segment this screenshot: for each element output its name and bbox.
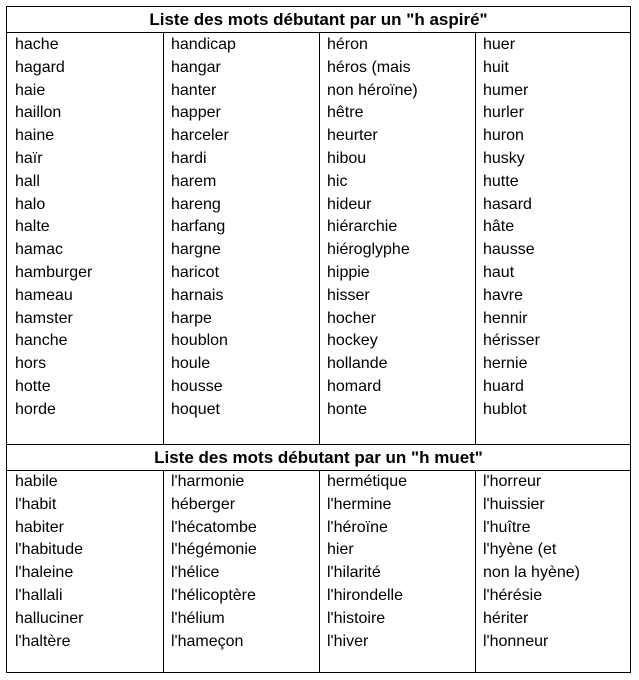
word-entry: hall <box>15 172 40 190</box>
word-entry: hisser <box>327 286 370 304</box>
word-entry: halo <box>15 195 46 213</box>
word-entry: hanche <box>15 332 68 350</box>
word-entry: hâte <box>483 218 515 236</box>
word-entry: hollande <box>327 355 388 373</box>
word-entry: habiter <box>15 518 64 536</box>
word-entry: hennir <box>483 309 528 327</box>
muet-column-4 <box>475 471 631 653</box>
word-entry: hiéroglyphe <box>327 241 410 259</box>
word-entry: hameau <box>15 286 73 304</box>
word-entry: harfang <box>171 218 226 236</box>
word-entry: hache <box>15 36 59 53</box>
word-entry: hamburger <box>15 263 93 281</box>
word-entry: non la hyène) <box>483 564 580 582</box>
word-entry: l'huître <box>483 518 531 536</box>
word-entry: haricot <box>171 263 220 281</box>
word-entry: l'hilarité <box>327 564 381 582</box>
word-entry: héberger <box>171 495 236 513</box>
word-entry: hardi <box>171 149 207 167</box>
word-entry: héros (mais <box>327 58 411 76</box>
word-entry: harnais <box>171 286 224 304</box>
word-entry: hideur <box>327 195 372 213</box>
word-entry: heurter <box>327 127 378 145</box>
word-entry: huit <box>483 58 509 76</box>
word-entry: hippie <box>327 263 370 281</box>
word-entry: l'haltère <box>15 632 71 650</box>
word-entry: non héroïne) <box>327 81 418 99</box>
word-entry: happer <box>171 104 221 122</box>
word-entry: hanter <box>171 81 217 99</box>
word-entry: haïr <box>15 149 43 167</box>
word-entry: haillon <box>15 104 62 122</box>
word-entry: hausse <box>483 241 535 259</box>
word-entry: l'hameçon <box>171 632 244 650</box>
word-entry: harceler <box>171 127 229 145</box>
word-entry: humer <box>483 81 529 99</box>
word-entry: hamac <box>15 241 64 259</box>
muet-column-3 <box>319 471 475 653</box>
word-entry: l'hermine <box>327 495 392 513</box>
word-entry: hérisser <box>483 332 540 350</box>
word-entry: l'hyène (et <box>483 541 557 559</box>
word-entry: l'hiver <box>327 632 369 650</box>
muet-section-title: Liste des mots débutant par un "h muet" <box>7 444 630 471</box>
word-entry: honte <box>327 400 368 418</box>
word-entry: hangar <box>171 58 221 76</box>
word-entry: houblon <box>171 332 228 350</box>
word-entry: hermétique <box>327 473 408 490</box>
word-entry: hutte <box>483 172 519 190</box>
aspire-column-3 <box>319 34 475 422</box>
word-entry: hic <box>327 172 348 190</box>
word-entry: habile <box>15 473 58 490</box>
word-entry: l'horreur <box>483 473 542 490</box>
muet-column-1 <box>7 471 163 653</box>
muet-column-2 <box>163 471 319 653</box>
word-entry: husky <box>483 149 525 167</box>
word-entry: housse <box>171 377 223 395</box>
word-table <box>6 6 631 673</box>
word-entry: hêtre <box>327 104 364 122</box>
word-entry: l'haleine <box>15 564 74 582</box>
word-entry: hotte <box>15 377 51 395</box>
word-entry: l'hérésie <box>483 586 543 604</box>
word-entry: harpe <box>171 309 212 327</box>
word-entry: hocher <box>327 309 376 327</box>
word-entry: hurler <box>483 104 524 122</box>
word-entry: haine <box>15 127 55 145</box>
word-entry: houle <box>171 355 211 373</box>
word-entry: l'habit <box>15 495 57 513</box>
aspire-column-4 <box>475 34 631 422</box>
word-entry: huron <box>483 127 524 145</box>
word-entry: l'héroïne <box>327 518 388 536</box>
word-entry: l'hélicoptère <box>171 586 256 604</box>
word-entry: hériter <box>483 609 529 627</box>
word-entry: l'hélium <box>171 609 225 627</box>
word-entry: l'honneur <box>483 632 549 650</box>
word-entry: l'histoire <box>327 609 386 627</box>
word-entry: hagard <box>15 58 65 76</box>
word-entry: hockey <box>327 332 378 350</box>
word-entry: homard <box>327 377 382 395</box>
word-entry: hiérarchie <box>327 218 398 236</box>
word-entry: hublot <box>483 400 527 418</box>
word-entry: hareng <box>171 195 221 213</box>
word-entry: héron <box>327 36 368 53</box>
word-entry: l'harmonie <box>171 473 245 490</box>
word-entry: l'hélice <box>171 564 220 582</box>
word-entry: horde <box>15 400 56 418</box>
word-entry: l'hirondelle <box>327 586 403 604</box>
word-entry: halte <box>15 218 50 236</box>
word-entry: hamster <box>15 309 73 327</box>
word-entry: l'habitude <box>15 541 83 559</box>
word-entry: hors <box>15 355 47 373</box>
word-entry: hasard <box>483 195 532 213</box>
word-entry: hier <box>327 541 354 559</box>
word-entry: hoquet <box>171 400 220 418</box>
aspire-section-title: Liste des mots débutant par un "h aspiré" <box>7 7 630 33</box>
word-entry: havre <box>483 286 524 304</box>
word-entry: haut <box>483 263 515 281</box>
word-entry: handicap <box>171 36 236 53</box>
aspire-column-1 <box>7 34 163 422</box>
word-entry: huard <box>483 377 524 395</box>
word-entry: huer <box>483 36 516 53</box>
word-entry: l'hécatombe <box>171 518 257 536</box>
word-entry: l'huissier <box>483 495 545 513</box>
word-entry: l'hégémonie <box>171 541 257 559</box>
word-entry: hernie <box>483 355 528 373</box>
word-entry: hibou <box>327 149 367 167</box>
word-entry: l'hallali <box>15 586 63 604</box>
word-entry: halluciner <box>15 609 84 627</box>
aspire-column-2 <box>163 34 319 422</box>
word-entry: harem <box>171 172 217 190</box>
word-entry: hargne <box>171 241 221 259</box>
word-entry: haie <box>15 81 46 99</box>
